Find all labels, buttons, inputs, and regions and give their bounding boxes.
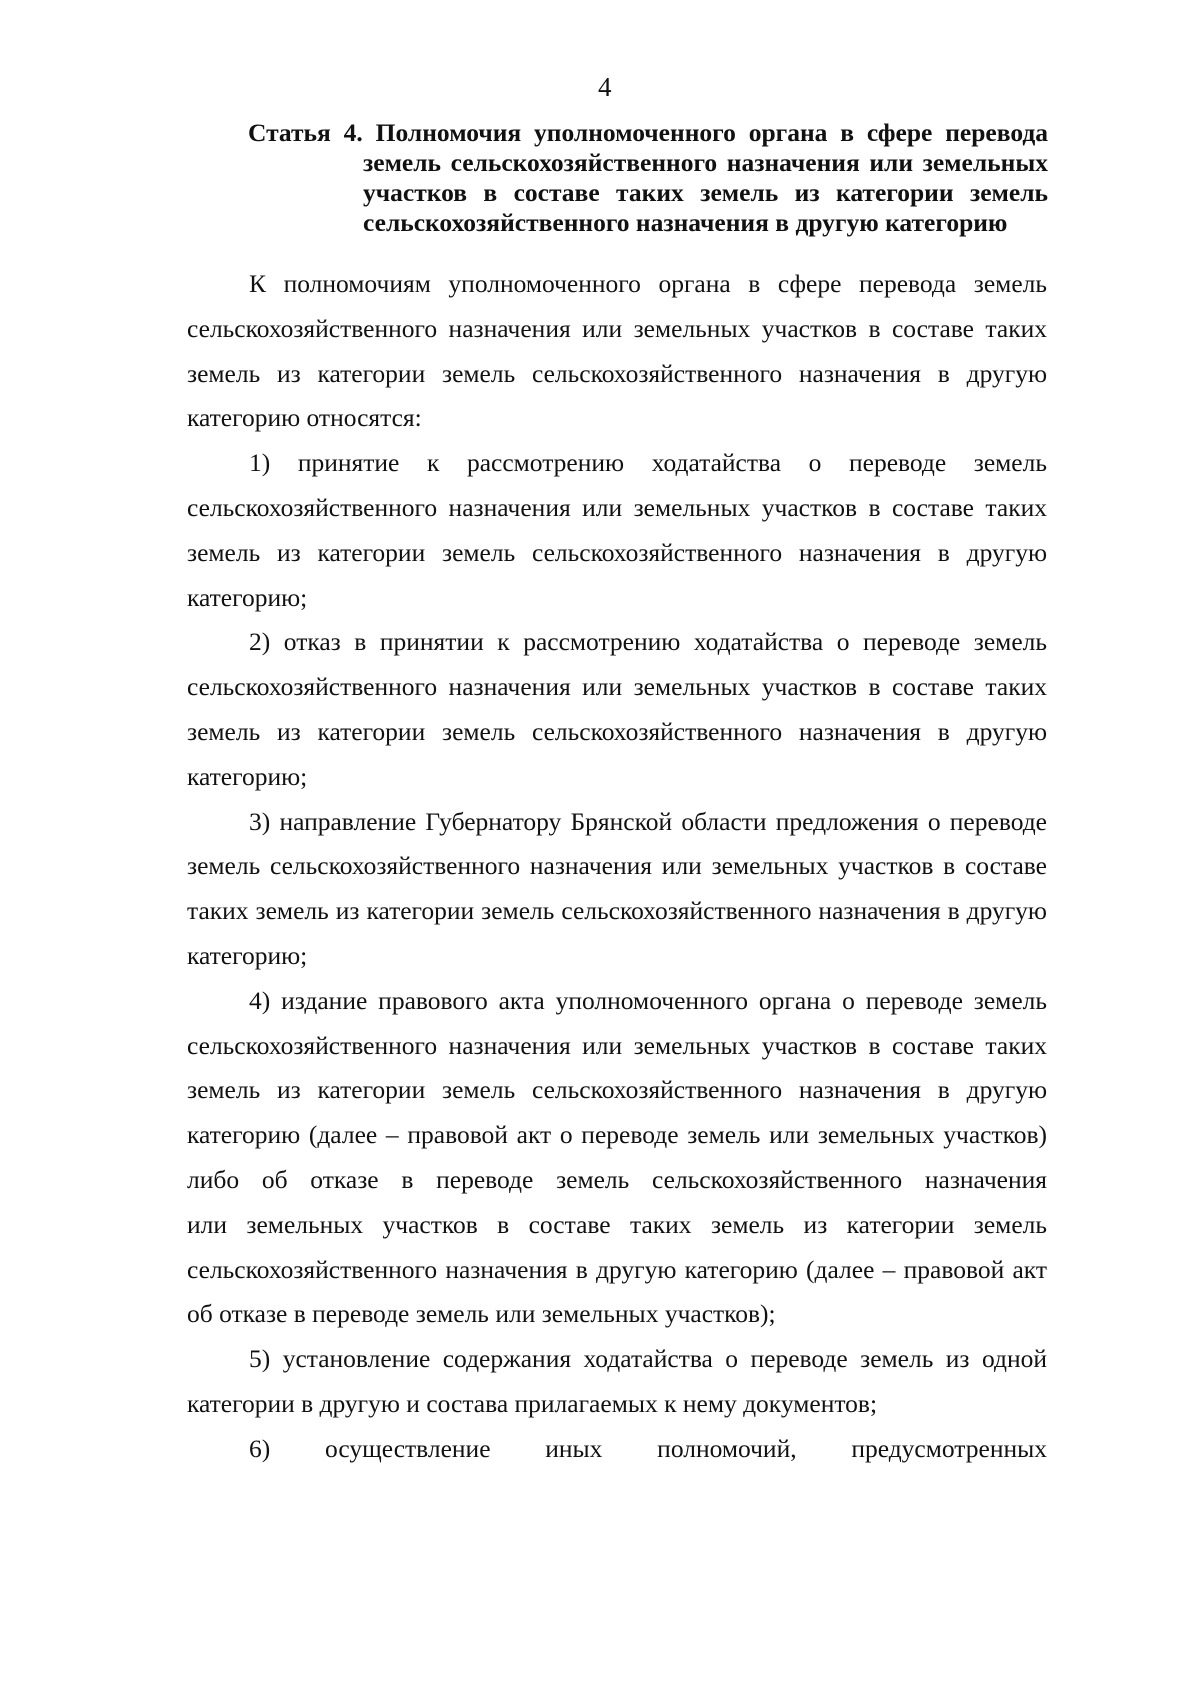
- text-line: сельскохозяйственного назначения или земельных участков в составе таких: [187, 492, 1047, 522]
- text-line: земель сельскохозяйственного назначения или земельных участков в составе: [187, 851, 1047, 881]
- text-line: категорию;: [187, 761, 308, 791]
- text-line: сельскохозяйственного назначения или земельных участков в составе таких: [187, 1030, 1047, 1060]
- text-line: 3) направление Губернатору Брянской области предложения о переводе: [249, 806, 1047, 836]
- paragraph: [187, 1427, 1047, 1472]
- text-line: категорию относятся:: [187, 403, 422, 433]
- heading-line: земель сельскохозяйственного назначения или земельных: [363, 148, 1048, 177]
- text-line: земель из категории земель сельскохозяйственного назначения в другую: [187, 1075, 1047, 1105]
- text-line: категорию;: [187, 582, 308, 612]
- heading-line: Статья 4. Полномочия уполномоченного органа в сфере перевода: [248, 118, 1048, 147]
- heading-line: сельскохозяйственного назначения в другую категорию: [363, 208, 1008, 237]
- paragraph: [187, 262, 1047, 441]
- text-line: 6) осуществление иных полномочий, предусмотренных: [249, 1433, 1047, 1463]
- text-line: земель из категории земель сельскохозяйственного назначения в другую: [187, 716, 1047, 746]
- article-heading: [248, 118, 1048, 238]
- article-body: [187, 262, 1047, 1472]
- text-line: земель из категории земель сельскохозяйственного назначения в другую: [187, 537, 1047, 567]
- text-line: 2) отказ в принятии к рассмотрению ходатайства о переводе земель: [249, 627, 1047, 657]
- text-line: сельскохозяйственного назначения в другую категорию (далее – правовой акт: [187, 1254, 1047, 1284]
- text-line: сельскохозяйственного назначения или земельных участков в составе таких: [187, 672, 1047, 702]
- paragraph: [187, 800, 1047, 979]
- text-line: категорию;: [187, 940, 308, 970]
- text-line: земель из категории земель сельскохозяйственного назначения в другую: [187, 358, 1047, 388]
- text-line: категорию (далее – правовой акт о переводе земель или земельных участков): [187, 1120, 1047, 1150]
- paragraph: [187, 979, 1047, 1337]
- paragraph: [187, 620, 1047, 799]
- text-line: или земельных участков в составе таких земель из категории земель: [187, 1209, 1047, 1239]
- text-line: 5) установление содержания ходатайства о переводе земель из одной: [249, 1344, 1047, 1374]
- text-line: К полномочиям уполномоченного органа в сфере перевода земель: [249, 269, 1047, 298]
- paragraph: [187, 1337, 1047, 1427]
- text-line: 4) издание правового акта уполномоченного органа о переводе земель: [249, 985, 1047, 1015]
- page-number: 4: [598, 72, 612, 102]
- text-line: об отказе в переводе земель или земельных участков);: [187, 1299, 776, 1329]
- text-line: 1) принятие к рассмотрению ходатайства о переводе земель: [249, 448, 1047, 478]
- paragraph: [187, 441, 1047, 620]
- text-line: либо об отказе в переводе земель сельскохозяйственного назначения: [187, 1164, 1047, 1194]
- text-line: сельскохозяйственного назначения или земельных участков в составе таких: [187, 313, 1047, 343]
- text-line: таких земель из категории земель сельскохозяйственного назначения в другую: [187, 896, 1047, 926]
- text-line: категории в другую и состава прилагаемых к нему документов;: [187, 1388, 878, 1418]
- heading-line: участков в составе таких земель из категории земель: [363, 178, 1048, 207]
